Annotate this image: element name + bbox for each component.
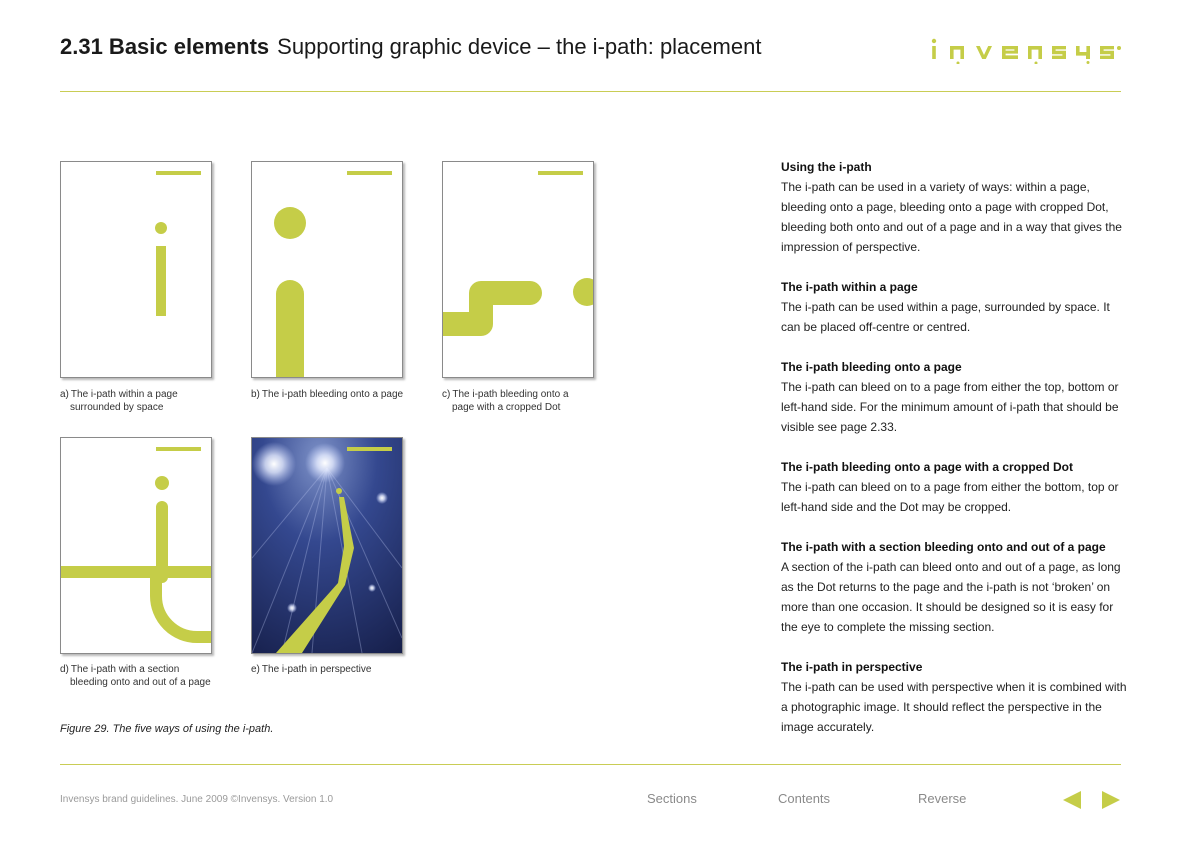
section-perspective: The i-path in perspective The i-path can be used with perspective when it is combined with a photographic image. It should reflect the perspective in the image accurately.	[781, 660, 1127, 734]
caption-e: e) The i-path in perspective	[251, 664, 372, 675]
mini-logo	[347, 447, 392, 451]
header-rule	[60, 91, 1121, 92]
footer-rule	[60, 764, 1121, 765]
ipath-section-bleeding-illustration	[61, 438, 211, 653]
footer-credit: Invensys brand guidelines. June 2009 ©Invensys. Version 1.0	[60, 794, 334, 805]
nav-reverse-link[interactable]: Reverse	[918, 791, 967, 806]
body-text	[781, 157, 1131, 757]
caption-b: b) The i-path bleeding onto a page	[251, 389, 404, 400]
ipath-bleeding-illustration	[252, 162, 402, 377]
mini-logo	[156, 447, 201, 451]
section-within-page: The i-path within a page The i-path can be used within a page, surrounded by space. It can be placed off-centre or centred.	[781, 280, 1110, 334]
figure-caption: Figure 29. The five ways of using the i-path.	[60, 723, 274, 735]
triangle-left-icon[interactable]	[1061, 789, 1083, 811]
ipath-perspective-photo	[252, 438, 402, 653]
caption-d: d) The i-path with a section bleeding onto and out of a page	[60, 664, 211, 688]
invensys-logo	[928, 38, 1123, 64]
nav-contents-link[interactable]: Contents	[778, 791, 831, 806]
thumbnail-section-bleeding	[60, 437, 212, 654]
page-title	[60, 34, 761, 60]
mini-logo	[347, 171, 392, 175]
nav-sections-link[interactable]: Sections	[647, 791, 697, 806]
thumbnail-perspective	[251, 437, 403, 654]
thumbnail-within-page	[60, 161, 212, 378]
section-bleeding-onto-page: The i-path bleeding onto a page The i-path can bleed on to a page from either the top, bottom or left-hand side. For the minimum amount of i-path that should be visible see page 2.33.	[781, 360, 1119, 434]
section-number: 2.31 Basic elements	[60, 34, 270, 59]
mini-logo	[156, 171, 201, 175]
mini-logo	[538, 171, 583, 175]
thumbnail-bleeding-onto-page	[251, 161, 403, 378]
section-cropped-dot: The i-path bleeding onto a page with a cropped Dot The i-path can bleed on to a page from either the bottom, top or left-hand side and the Dot may be cropped.	[781, 460, 1119, 514]
section-using-ipath: Using the i-path The i-path can be used in a variety of ways: within a page, bleeding onto a page, bleeding onto a page with cropped Dot, bleeding both onto and out of a page and in a way that gives the impression of perspective.	[781, 160, 1122, 254]
caption-a: a) The i-path within a page surrounded by space	[60, 389, 178, 413]
section-title: Supporting graphic device – the i-path: placement	[277, 34, 762, 59]
ipath-within-illustration	[61, 162, 211, 377]
caption-c: c) The i-path bleeding onto a page with a cropped Dot	[442, 389, 569, 413]
section-onto-and-out: The i-path with a section bleeding onto and out of a page A section of the i-path can bleed onto and out of a page, as long as the Dot returns to the page and the i-path is not ‘broken’ on more than one occasion. It should be designed so it is easy for the eye to complete the missing section.	[781, 540, 1121, 634]
triangle-right-icon[interactable]	[1100, 789, 1122, 811]
ipath-cropped-dot-illustration	[443, 162, 593, 377]
thumbnail-cropped-dot	[442, 161, 594, 378]
